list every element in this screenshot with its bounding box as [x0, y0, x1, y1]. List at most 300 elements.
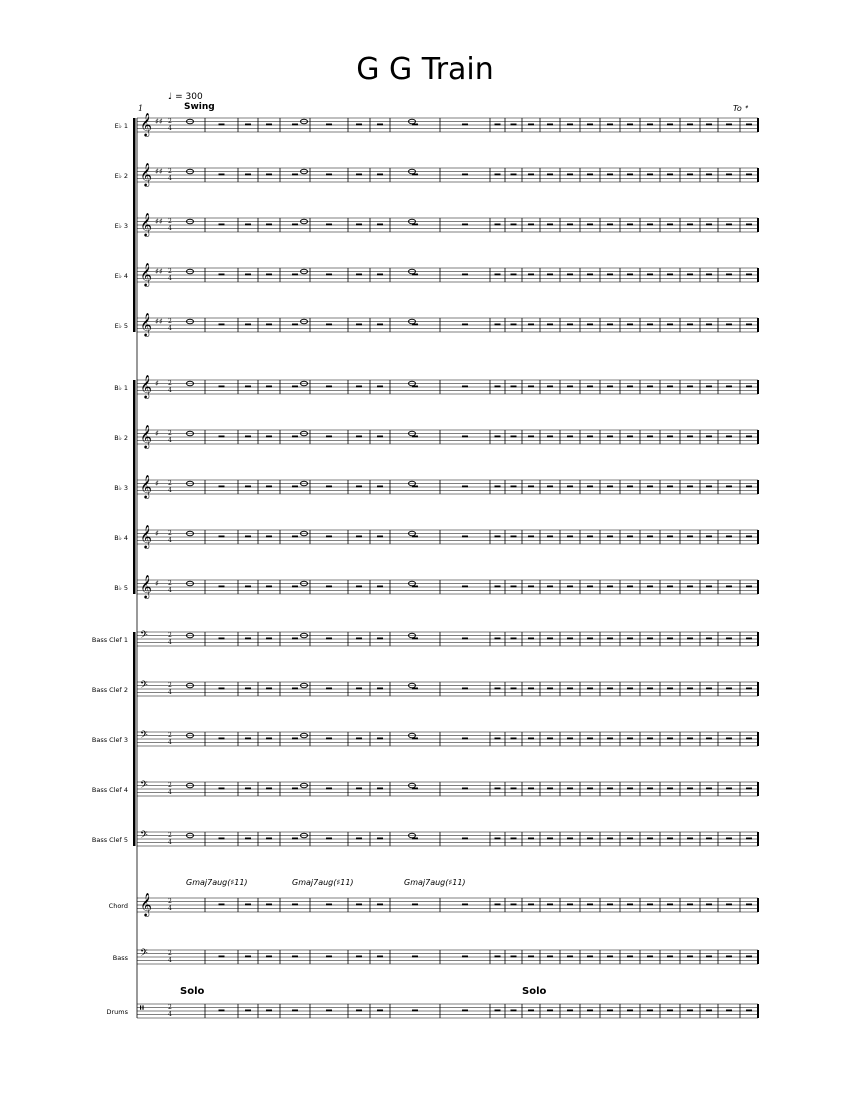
half-rest [219, 586, 225, 588]
half-rest [607, 274, 613, 276]
half-rest [326, 174, 332, 176]
half-rest [627, 586, 633, 588]
half-rest [528, 838, 534, 840]
half-rest [567, 1010, 573, 1012]
half-rest [706, 738, 712, 740]
half-rest [647, 586, 653, 588]
half-rest [607, 124, 613, 126]
half-rest [292, 174, 298, 176]
half-rest [528, 738, 534, 740]
half-rest [706, 838, 712, 840]
half-rest [326, 386, 332, 388]
half-rest [511, 536, 517, 538]
clef-glyph: 𝄞 [140, 162, 152, 186]
half-rest [266, 436, 272, 438]
half-rest [567, 956, 573, 958]
half-rest [326, 956, 332, 958]
style-marking: Swing [184, 102, 215, 112]
half-rest [667, 688, 673, 690]
half-rest [647, 536, 653, 538]
half-rest [547, 536, 553, 538]
half-rest [377, 536, 383, 538]
half-rest [667, 274, 673, 276]
half-rest [687, 124, 693, 126]
half-rest [462, 956, 468, 958]
half-rest [266, 688, 272, 690]
half-rest [495, 1010, 501, 1012]
half-rest [706, 638, 712, 640]
half-rest [377, 224, 383, 226]
half-rest [706, 956, 712, 958]
chord-symbol: Gmaj7aug(♯11) [292, 878, 354, 887]
half-rest [266, 274, 272, 276]
half-rest [266, 386, 272, 388]
half-rest [746, 224, 752, 226]
half-rest [726, 324, 732, 326]
time-signature-bottom: 4 [168, 387, 172, 394]
staff-label: B♭ 3 [114, 484, 128, 492]
half-rest [511, 738, 517, 740]
half-rest [462, 486, 468, 488]
half-rest [266, 324, 272, 326]
half-rest [245, 174, 251, 176]
half-rest [627, 904, 633, 906]
half-rest [377, 638, 383, 640]
half-rest [607, 486, 613, 488]
half-rest [746, 386, 752, 388]
half-rest [726, 174, 732, 176]
half-rest [377, 738, 383, 740]
staff-label: E♭ 1 [114, 122, 128, 130]
half-rest [528, 274, 534, 276]
half-rest [266, 586, 272, 588]
half-rest [547, 324, 553, 326]
half-rest [647, 224, 653, 226]
key-signature: ♯♯ [155, 217, 163, 226]
half-rest [607, 586, 613, 588]
half-rest [528, 324, 534, 326]
half-rest [607, 536, 613, 538]
half-rest [687, 788, 693, 790]
half-rest [746, 174, 752, 176]
half-rest [412, 1010, 418, 1012]
half-rest [245, 904, 251, 906]
staff-label: B♭ 4 [114, 534, 128, 542]
half-rest [706, 486, 712, 488]
time-signature-top: 2 [168, 832, 172, 839]
half-rest [292, 1010, 298, 1012]
staff-label: Bass [112, 954, 128, 962]
half-rest [627, 638, 633, 640]
time-signature-top: 2 [168, 580, 172, 587]
half-rest [627, 124, 633, 126]
half-rest [219, 536, 225, 538]
half-rest [326, 788, 332, 790]
half-rest [687, 274, 693, 276]
key-signature: ♯♯ [155, 267, 163, 276]
key-signature: ♯ [155, 429, 159, 438]
half-rest [292, 956, 298, 958]
half-rest [266, 124, 272, 126]
half-rest [726, 224, 732, 226]
clef-glyph: 𝄞 [140, 262, 152, 286]
half-rest [511, 586, 517, 588]
system-bracket [133, 118, 136, 332]
half-rest [647, 124, 653, 126]
clef-glyph: 𝄥 [140, 1001, 144, 1015]
half-rest [495, 586, 501, 588]
half-rest [266, 224, 272, 226]
half-rest [567, 386, 573, 388]
half-rest [667, 536, 673, 538]
half-rest [356, 638, 362, 640]
half-rest [746, 904, 752, 906]
time-signature-bottom: 4 [168, 639, 172, 646]
half-rest [706, 436, 712, 438]
half-rest [326, 486, 332, 488]
half-rest [292, 838, 298, 840]
half-rest [495, 174, 501, 176]
staff-label: Bass Clef 2 [91, 686, 128, 694]
half-rest [511, 436, 517, 438]
half-rest [726, 486, 732, 488]
time-signature-top: 2 [168, 898, 172, 905]
time-signature-top: 2 [168, 168, 172, 175]
half-rest [462, 738, 468, 740]
half-rest [219, 788, 225, 790]
half-rest [607, 956, 613, 958]
clef-glyph: 𝄞 [140, 112, 152, 136]
clef-glyph: 𝄢 [140, 729, 148, 743]
half-rest [687, 638, 693, 640]
half-rest [219, 436, 225, 438]
half-rest [356, 956, 362, 958]
half-rest [462, 436, 468, 438]
half-rest [627, 274, 633, 276]
half-rest [627, 536, 633, 538]
half-rest [326, 274, 332, 276]
half-rest [587, 688, 593, 690]
half-rest [567, 436, 573, 438]
time-signature-top: 2 [168, 380, 172, 387]
half-rest [356, 738, 362, 740]
half-rest [245, 688, 251, 690]
half-rest [547, 124, 553, 126]
half-rest [495, 386, 501, 388]
half-rest [726, 274, 732, 276]
coda-marking: To 𝄌 [733, 104, 748, 113]
half-rest [627, 788, 633, 790]
half-rest [412, 904, 418, 906]
half-rest [667, 586, 673, 588]
half-rest [292, 436, 298, 438]
half-rest [746, 586, 752, 588]
half-rest [567, 124, 573, 126]
half-rest [647, 904, 653, 906]
staff-label: B♭ 1 [114, 384, 128, 392]
half-rest [245, 638, 251, 640]
half-rest [326, 324, 332, 326]
staff-label: B♭ 2 [114, 434, 128, 442]
half-rest [627, 956, 633, 958]
time-signature-bottom: 4 [168, 437, 172, 444]
half-rest [687, 224, 693, 226]
half-rest [326, 838, 332, 840]
half-rest [607, 324, 613, 326]
half-rest [292, 486, 298, 488]
clef-glyph: 𝄞 [140, 424, 152, 448]
half-rest [511, 486, 517, 488]
half-rest [627, 1010, 633, 1012]
half-rest [627, 224, 633, 226]
half-rest [356, 838, 362, 840]
half-rest [356, 224, 362, 226]
half-rest [547, 788, 553, 790]
clef-glyph: 𝄞 [140, 212, 152, 236]
half-rest [495, 638, 501, 640]
half-rest [292, 586, 298, 588]
time-signature-top: 2 [168, 632, 172, 639]
staff-label: B♭ 5 [114, 584, 128, 592]
half-rest [462, 1010, 468, 1012]
key-signature: ♯♯ [155, 117, 163, 126]
half-rest [495, 788, 501, 790]
time-signature-top: 2 [168, 530, 172, 537]
half-rest [587, 1010, 593, 1012]
half-rest [547, 956, 553, 958]
half-rest [726, 904, 732, 906]
half-rest [356, 124, 362, 126]
half-rest [687, 838, 693, 840]
half-rest [326, 688, 332, 690]
half-rest [356, 386, 362, 388]
time-signature-bottom: 4 [168, 487, 172, 494]
half-rest [495, 124, 501, 126]
chord-symbol: Gmaj7aug(♯11) [404, 878, 466, 887]
half-rest [245, 436, 251, 438]
half-rest [462, 124, 468, 126]
half-rest [528, 174, 534, 176]
half-rest [356, 174, 362, 176]
half-rest [495, 956, 501, 958]
half-rest [746, 688, 752, 690]
half-rest [511, 224, 517, 226]
half-rest [587, 586, 593, 588]
half-rest [667, 638, 673, 640]
half-rest [587, 274, 593, 276]
half-rest [266, 486, 272, 488]
half-rest [377, 688, 383, 690]
half-rest [647, 838, 653, 840]
clef-glyph: 𝄞 [140, 524, 152, 548]
staff-label: Bass Clef 4 [91, 786, 128, 794]
half-rest [547, 486, 553, 488]
half-rest [292, 738, 298, 740]
half-rest [377, 788, 383, 790]
half-rest [687, 324, 693, 326]
half-rest [245, 324, 251, 326]
half-rest [377, 436, 383, 438]
time-signature-bottom: 4 [168, 739, 172, 746]
half-rest [587, 436, 593, 438]
half-rest [356, 904, 362, 906]
half-rest [687, 536, 693, 538]
half-rest [462, 788, 468, 790]
half-rest [219, 838, 225, 840]
clef-glyph: 𝄞 [140, 312, 152, 336]
half-rest [266, 904, 272, 906]
half-rest [647, 324, 653, 326]
key-signature: ♯♯ [155, 317, 163, 326]
half-rest [647, 738, 653, 740]
half-rest [687, 486, 693, 488]
half-rest [356, 486, 362, 488]
half-rest [607, 688, 613, 690]
half-rest [528, 536, 534, 538]
half-rest [567, 274, 573, 276]
half-rest [587, 324, 593, 326]
half-rest [706, 688, 712, 690]
half-rest [687, 904, 693, 906]
half-rest [511, 174, 517, 176]
clef-glyph: 𝄢 [140, 629, 148, 643]
half-rest [528, 904, 534, 906]
half-rest [607, 224, 613, 226]
half-rest [377, 486, 383, 488]
key-signature: ♯ [155, 479, 159, 488]
half-rest [377, 386, 383, 388]
half-rest [667, 324, 673, 326]
time-signature-bottom: 4 [168, 905, 172, 912]
half-rest [528, 688, 534, 690]
half-rest [746, 638, 752, 640]
half-rest [607, 904, 613, 906]
staff-label: Bass Clef 1 [91, 636, 128, 644]
half-rest [687, 688, 693, 690]
half-rest [495, 436, 501, 438]
half-rest [245, 956, 251, 958]
half-rest [627, 324, 633, 326]
half-rest [219, 324, 225, 326]
half-rest [528, 486, 534, 488]
half-rest [292, 788, 298, 790]
half-rest [726, 536, 732, 538]
half-rest [377, 904, 383, 906]
system-bracket [133, 632, 136, 846]
half-rest [567, 324, 573, 326]
half-rest [587, 956, 593, 958]
half-rest [647, 788, 653, 790]
time-signature-bottom: 4 [168, 839, 172, 846]
half-rest [377, 124, 383, 126]
half-rest [647, 688, 653, 690]
half-rest [667, 956, 673, 958]
half-rest [219, 174, 225, 176]
half-rest [326, 1010, 332, 1012]
half-rest [266, 536, 272, 538]
half-rest [746, 124, 752, 126]
half-rest [326, 124, 332, 126]
half-rest [587, 124, 593, 126]
time-signature-top: 2 [168, 782, 172, 789]
half-rest [706, 124, 712, 126]
staff-label: Drums [106, 1008, 128, 1016]
half-rest [292, 688, 298, 690]
half-rest [326, 436, 332, 438]
half-rest [511, 324, 517, 326]
staff-label: Chord [108, 902, 128, 910]
half-rest [219, 1010, 225, 1012]
half-rest [726, 436, 732, 438]
half-rest [706, 586, 712, 588]
half-rest [511, 688, 517, 690]
half-rest [219, 224, 225, 226]
half-rest [627, 486, 633, 488]
half-rest [547, 274, 553, 276]
half-rest [587, 738, 593, 740]
staff-label: Bass Clef 5 [91, 836, 128, 844]
half-rest [746, 838, 752, 840]
time-signature-top: 2 [168, 318, 172, 325]
half-rest [587, 224, 593, 226]
half-rest [647, 386, 653, 388]
half-rest [547, 1010, 553, 1012]
tempo-marking: ♩ = 300 [168, 92, 203, 102]
clef-glyph: 𝄢 [140, 829, 148, 843]
half-rest [547, 436, 553, 438]
half-rest [726, 688, 732, 690]
half-rest [647, 638, 653, 640]
half-rest [511, 788, 517, 790]
half-rest [292, 386, 298, 388]
half-rest [567, 224, 573, 226]
half-rest [292, 536, 298, 538]
half-rest [647, 274, 653, 276]
half-rest [687, 174, 693, 176]
half-rest [292, 124, 298, 126]
half-rest [567, 788, 573, 790]
half-rest [667, 838, 673, 840]
half-rest [547, 386, 553, 388]
half-rest [245, 124, 251, 126]
half-rest [547, 586, 553, 588]
half-rest [266, 174, 272, 176]
half-rest [377, 956, 383, 958]
half-rest [528, 638, 534, 640]
solo-cue: Solo [522, 986, 547, 997]
half-rest [356, 324, 362, 326]
half-rest [326, 536, 332, 538]
half-rest [726, 738, 732, 740]
half-rest [687, 738, 693, 740]
time-signature-bottom: 4 [168, 225, 172, 232]
half-rest [746, 738, 752, 740]
half-rest [647, 436, 653, 438]
half-rest [356, 586, 362, 588]
half-rest [292, 274, 298, 276]
half-rest [326, 224, 332, 226]
half-rest [607, 436, 613, 438]
time-signature-top: 2 [168, 732, 172, 739]
half-rest [746, 536, 752, 538]
half-rest [607, 838, 613, 840]
half-rest [706, 536, 712, 538]
half-rest [587, 638, 593, 640]
chord-symbol: Gmaj7aug(♯11) [186, 878, 248, 887]
half-rest [245, 274, 251, 276]
half-rest [746, 788, 752, 790]
time-signature-bottom: 4 [168, 175, 172, 182]
